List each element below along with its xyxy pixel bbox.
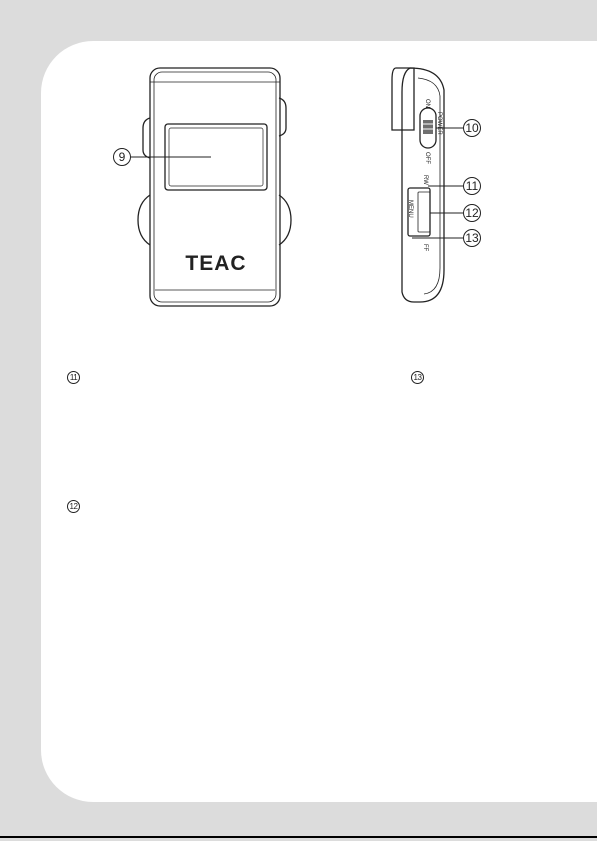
callout-12: 12 [463, 204, 481, 222]
side-leader-lines [412, 128, 464, 238]
callout-9: 9 [113, 148, 131, 166]
section-marker-13: 13 [411, 371, 424, 384]
label-power: POWER [436, 112, 442, 135]
callout-11: 11 [463, 177, 481, 195]
bottom-rule [0, 836, 597, 838]
label-menu: MENU [407, 200, 413, 218]
callout-13: 13 [463, 229, 481, 247]
device-side-view [392, 68, 444, 302]
label-on: ON [424, 99, 430, 108]
callout-10: 10 [463, 119, 481, 137]
label-ff: FF [422, 244, 428, 252]
section-marker-11: 11 [67, 371, 80, 384]
section-marker-12: 12 [67, 500, 80, 513]
brand-logo: TEAC [185, 252, 247, 275]
label-off: OFF [424, 152, 430, 164]
label-rw: RW [422, 175, 428, 185]
